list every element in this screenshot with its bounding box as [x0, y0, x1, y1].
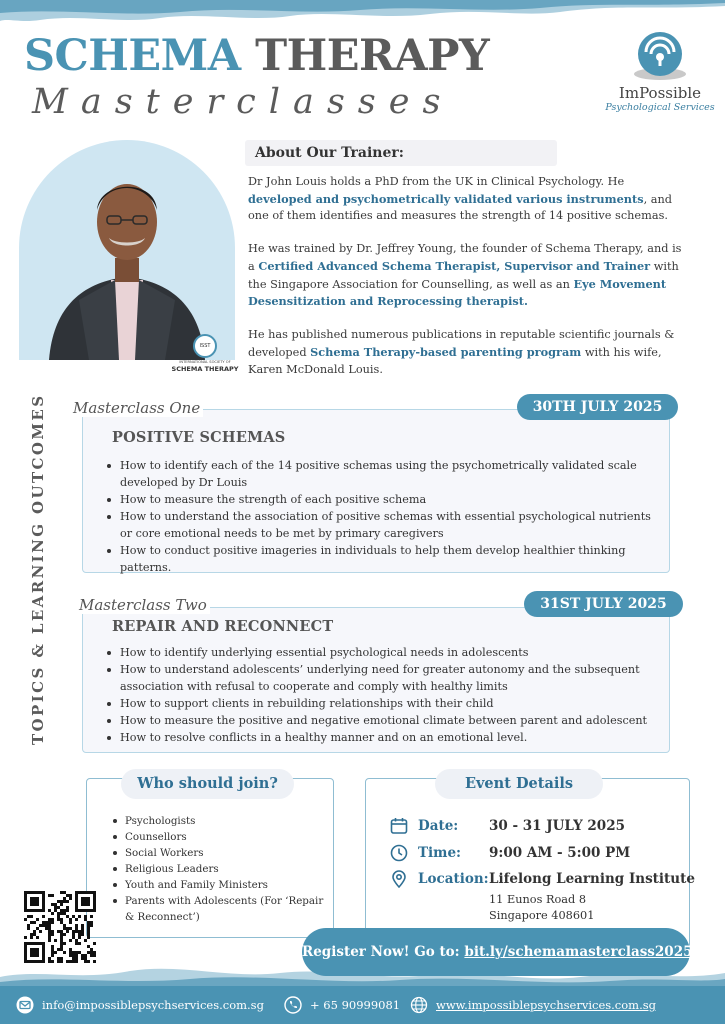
- masterclass-two-date: 31ST JULY 2025: [524, 591, 683, 617]
- title-therapy: THERAPY: [255, 31, 490, 81]
- list-item: How to support clients in rebuilding relationships with their child: [106, 695, 662, 712]
- event-date-label: Date:: [418, 818, 459, 834]
- about-trainer-body: [248, 174, 686, 395]
- list-item: How to measure the strength of each positive schema: [106, 491, 662, 508]
- footer-email[interactable]: [16, 986, 276, 1024]
- isst-logo: [170, 334, 240, 373]
- globe-icon: [410, 996, 428, 1014]
- brush-stroke-top: [0, 0, 725, 30]
- masterclass-one-outcomes: [106, 457, 662, 576]
- qr-code[interactable]: [24, 891, 96, 963]
- isst-line2: SCHEMA THERAPY: [171, 365, 239, 373]
- list-item: How to conduct positive imageries in individuals to help them develop healthier thinking patterns.: [106, 542, 662, 576]
- about-trainer-heading: About Our Trainer:: [245, 140, 557, 166]
- masterclass-one-title: POSITIVE SCHEMAS: [112, 429, 286, 446]
- phone-icon: [284, 996, 302, 1014]
- who-should-join-list: [111, 813, 331, 925]
- event-time-value: 9:00 AM - 5:00 PM: [489, 845, 631, 861]
- masterclass-two-title: REPAIR AND RECONNECT: [112, 618, 334, 635]
- who-should-join-heading: Who should join?: [121, 769, 294, 799]
- list-item: How to understand the association of positive schemas with essential psychological nutrients or core emotional needs to be met by primary caregivers: [106, 508, 662, 542]
- footer-bar: [0, 986, 725, 1024]
- trainer-paragraph-3: He has published numerous publications in reputable scientific journals & developed Schema Therapy-based parenting program with his wife, Karen McDonald Louis.: [248, 328, 675, 376]
- masterclass-two-outcomes: [106, 644, 662, 746]
- topics-side-label: TOPICS & LEARNING OUTCOMES: [29, 393, 47, 745]
- email-icon: [16, 996, 34, 1014]
- list-item: Parents with Adolescents (For ‘Repair & Reconnect’): [111, 893, 331, 925]
- footer-email-text: info@impossiblepsychservices.com.sg: [42, 998, 264, 1012]
- title-schema: SCHEMA: [24, 31, 241, 81]
- list-item: How to understand adolescents’ underlying need for greater autonomy and the subsequent association with refusal to cooperate and comply with healthy limits: [106, 661, 662, 695]
- trainer-paragraph-2: He was trained by Dr. Jeffrey Young, the founder of Schema Therapy, and is a Certified Advanced Schema Therapist, Supervisor and Trainer with the Singapore Association for Counselling, as well as an Eye Movement Desensitization and Reprocessing therapist.: [248, 242, 682, 309]
- register-link[interactable]: bit.ly/schemamasterclass2025: [464, 944, 693, 960]
- list-item: Social Workers: [111, 845, 331, 861]
- event-location-label: Location:: [418, 871, 489, 887]
- register-button[interactable]: [302, 928, 693, 976]
- event-location-row: [390, 869, 695, 889]
- isst-line1: INTERNATIONAL SOCIETY OF: [179, 360, 231, 364]
- list-item: How to identify each of the 14 positive schemas using the psychometrically validated scale developed by Dr Louis: [106, 457, 662, 491]
- page-title: [24, 30, 489, 82]
- page-subtitle: Masterclasses: [32, 82, 454, 122]
- keyhole-signal-icon: [628, 30, 692, 82]
- trainer-paragraph-1: Dr John Louis holds a PhD from the UK in Clinical Psychology. He developed and psychometrically validated various instruments, and one of them identifies and measures the strength of 14 positive schemas.: [248, 175, 672, 223]
- event-time-label: Time:: [418, 845, 462, 861]
- list-item: Counsellors: [111, 829, 331, 845]
- list-item: How to resolve conflicts in a healthy manner and on an emotional level.: [106, 729, 662, 746]
- event-details-box: [365, 778, 690, 950]
- event-address: [489, 892, 594, 923]
- list-item: Psychologists: [111, 813, 331, 829]
- isst-badge: ISST: [193, 334, 217, 358]
- event-date-row: [390, 816, 690, 836]
- footer-phone-text: + 65 90999081: [310, 998, 401, 1012]
- event-time-row: [390, 843, 690, 863]
- masterclass-one-label: Masterclass One: [70, 399, 203, 417]
- address-line-2: Singapore 408601: [489, 908, 595, 922]
- footer-website[interactable]: [410, 986, 700, 1024]
- footer-website-text: www.impossiblepsychservices.com.sg: [436, 998, 656, 1012]
- logo-name: ImPossible: [618, 84, 702, 102]
- address-line-1: 11 Eunos Road 8: [489, 893, 587, 906]
- list-item: Religious Leaders: [111, 861, 331, 877]
- event-date-value: 30 - 31 JULY 2025: [489, 818, 625, 834]
- trainer-photo: [19, 140, 235, 360]
- event-details-heading: Event Details: [435, 769, 603, 799]
- event-location-value: Lifelong Learning Institute: [489, 871, 695, 887]
- location-pin-icon: [390, 870, 408, 888]
- logo-tagline: Psychological Services: [605, 102, 715, 113]
- clock-icon: [390, 844, 408, 862]
- footer-phone[interactable]: [284, 986, 404, 1024]
- calendar-icon: [390, 817, 408, 835]
- register-prefix: Register Now! Go to:: [302, 944, 465, 960]
- list-item: Youth and Family Ministers: [111, 877, 331, 893]
- masterclass-two-label: Masterclass Two: [76, 596, 210, 614]
- list-item: How to identify underlying essential psychological needs in adolescents: [106, 644, 662, 661]
- trainer-portrait: [19, 140, 235, 360]
- list-item: How to measure the positive and negative emotional climate between parent and adolescent: [106, 712, 662, 729]
- masterclass-one-date: 30TH JULY 2025: [517, 394, 678, 420]
- company-logo: [600, 30, 720, 125]
